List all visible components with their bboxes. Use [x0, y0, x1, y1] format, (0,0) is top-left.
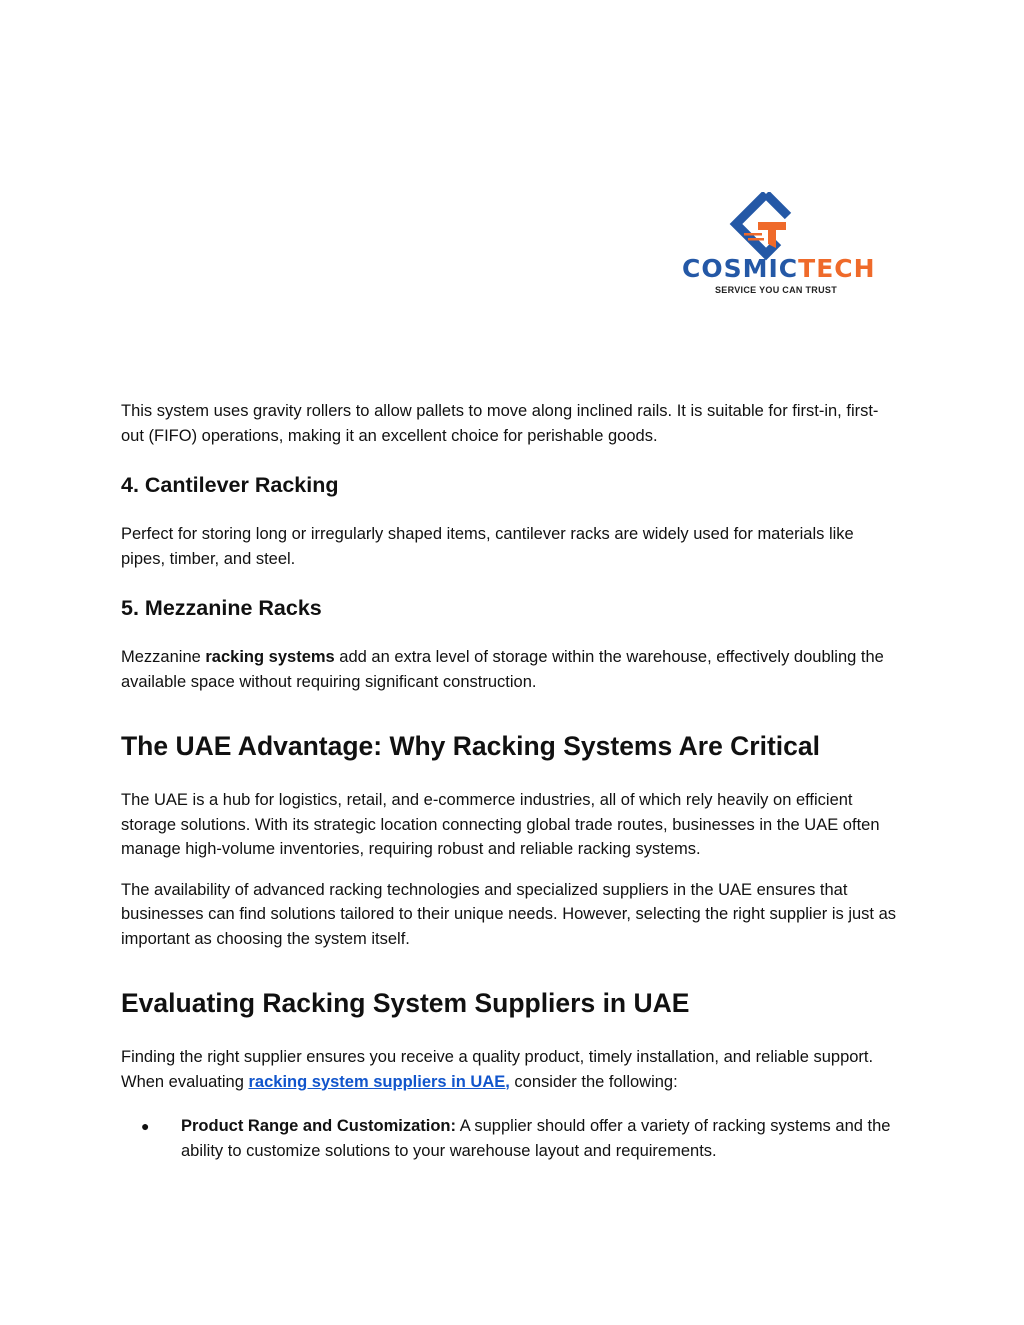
document-body [121, 399, 901, 1163]
bullet-icon: ● [141, 1118, 150, 1134]
evaluating-text-pre: Finding the right supplier ensures you receive a quality product, timely installation, and reliable support. When evaluating [121, 1048, 874, 1091]
section-heading-uae-advantage: The UAE Advantage: Why Racking Systems Are Critical [121, 731, 821, 761]
list-item-text: A supplier should offer a variety of racking systems and the ability to customize solutions to your warehouse layout and requirements. [181, 1117, 891, 1160]
section-heading-cantilever: 4. Cantilever Racking [121, 473, 339, 497]
brand-cosmic: COSMIC [682, 254, 799, 283]
brand-tech: TECH [798, 254, 876, 283]
section-heading-mezzanine: 5. Mezzanine Racks [121, 596, 322, 620]
list-item [121, 1114, 901, 1163]
cosmictech-logo [682, 192, 876, 300]
list-item-bold: Product Range and Customization: [181, 1117, 457, 1135]
logo-tagline: SERVICE YOU CAN TRUST [715, 285, 837, 295]
mezzanine-bold-term: racking systems [205, 648, 335, 666]
criteria-list [121, 1114, 901, 1163]
logo-wordmark [682, 254, 876, 283]
evaluating-text-post: consider the following: [509, 1072, 678, 1091]
mezzanine-text-pre: Mezzanine [121, 648, 206, 666]
intro-paragraph: This system uses gravity rollers to allow pallets to move along inclined rails. It is suitable for first-in, first-out (FIFO) operations, making it an excellent choice for perishable goods. [121, 402, 879, 445]
cantilever-paragraph: Perfect for storing long or irregularly shaped items, cantilever racks are widely used for materials like pipes, timber, and steel. [121, 525, 854, 568]
mezzanine-text-post: add an extra level of storage within the warehouse, effectively doubling the available space without requiring significant construction. [121, 648, 884, 691]
uae-paragraph-1: The UAE is a hub for logistics, retail, and e-commerce industries, all of which rely heavily on efficient storage solutions. With its strategic location connecting global trade routes, businesses in the UAE often manage high-volume inventories, requiring robust and reliable racking systems. [121, 791, 880, 858]
section-heading-evaluating: Evaluating Racking System Suppliers in UAE [121, 988, 690, 1018]
suppliers-link[interactable]: racking system suppliers in UAE, [248, 1072, 510, 1091]
uae-paragraph-2: The availability of advanced racking technologies and specialized suppliers in the UAE ensures that businesses can find solutions tailored to their unique needs. However, selecting the right supplier is just as important as choosing the system itself. [121, 880, 897, 948]
evaluating-paragraph [121, 1045, 901, 1094]
mezzanine-paragraph [121, 645, 901, 694]
logo-emblem [682, 192, 870, 300]
